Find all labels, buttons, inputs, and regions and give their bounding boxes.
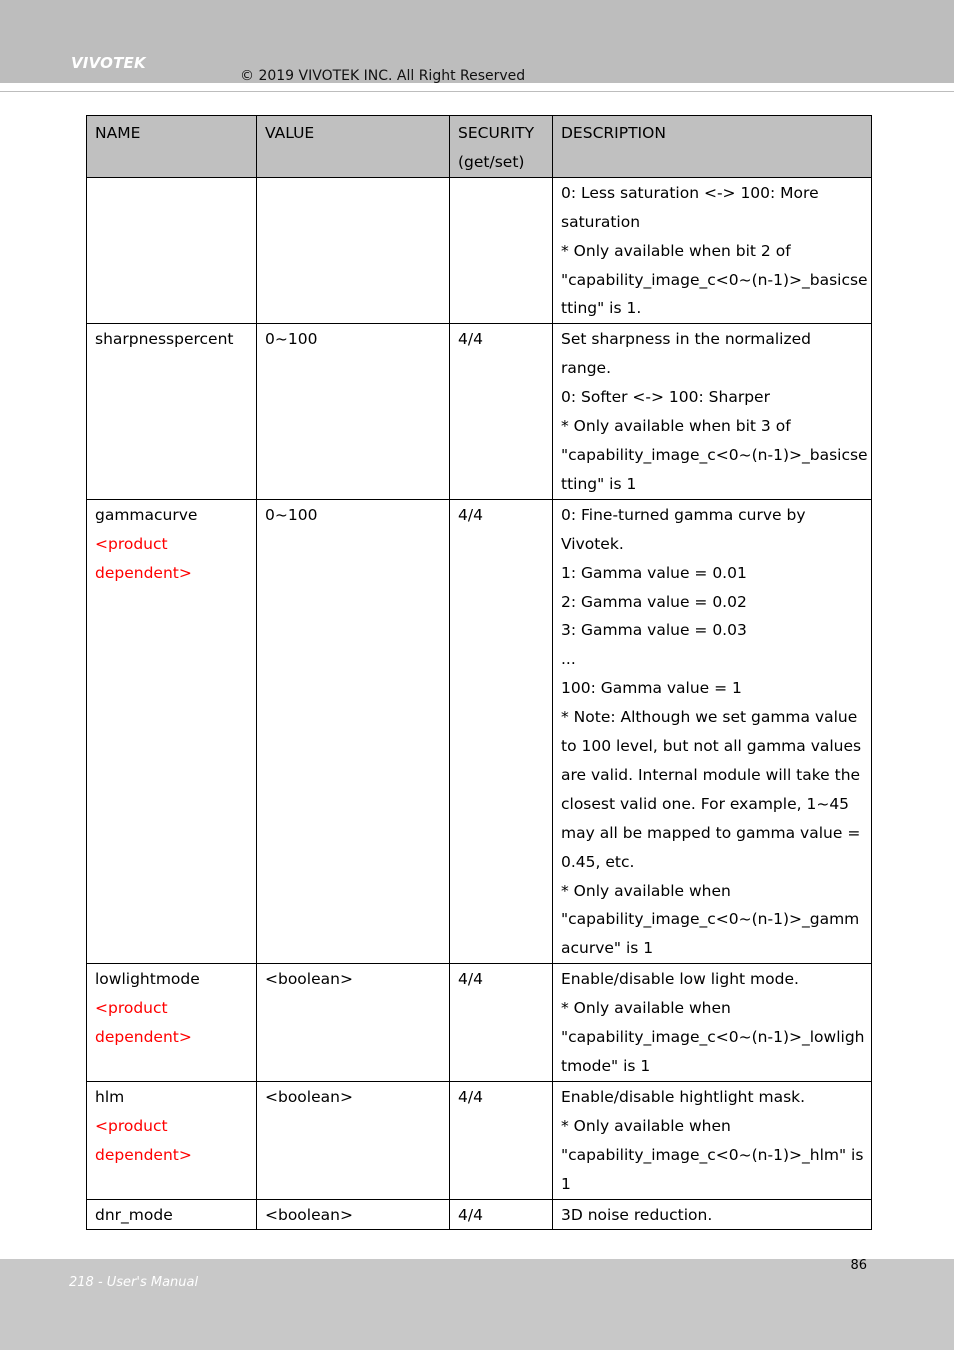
table-body xyxy=(87,177,872,1230)
description-line: Enable/disable hightlight mask. xyxy=(561,1087,806,1106)
description-line: saturation xyxy=(561,212,641,231)
description-line: 1: Gamma value = 0.01 xyxy=(561,563,747,582)
description-line: Vivotek. xyxy=(561,534,624,553)
page-number: 86 xyxy=(850,1258,867,1273)
description-line: "capability_image_c<0~(n-1)>_basicse xyxy=(561,445,868,464)
cell-description xyxy=(553,1199,872,1230)
table-header-row xyxy=(87,116,872,178)
column-header-description: DESCRIPTION xyxy=(553,116,872,178)
manual-label: 218 - User's Manual xyxy=(69,1275,199,1290)
product-dependent-tag: <product xyxy=(95,1116,168,1135)
cell-security: 4/4 xyxy=(450,499,553,964)
description-line: tmode" is 1 xyxy=(561,1057,651,1075)
cell-value: <boolean> xyxy=(257,1081,450,1199)
cell-name xyxy=(87,324,257,499)
cell-value: 0~100 xyxy=(257,324,450,499)
table-row xyxy=(87,964,872,1082)
description-line: "capability_image_c<0~(n-1)>_hlm" is xyxy=(561,1145,864,1164)
column-header-value: VALUE xyxy=(257,116,450,178)
column-header-name: NAME xyxy=(87,116,257,178)
description-line: may all be mapped to gamma value = xyxy=(561,823,861,842)
cell-security: 4/4 xyxy=(450,964,553,1082)
cell-value: <boolean> xyxy=(257,964,450,1082)
brand-logo: VIVOTEK xyxy=(71,54,146,72)
description-line: "capability_image_c<0~(n-1)>_basicse xyxy=(561,270,868,289)
description-line: closest valid one. For example, 1~45 xyxy=(561,794,850,813)
cell-security: 4/4 xyxy=(450,1199,553,1230)
cell-description xyxy=(553,499,872,964)
description-line: "capability_image_c<0~(n-1)>_gamm xyxy=(561,910,860,929)
copyright-text: © 2019 VIVOTEK INC. All Right Reserved xyxy=(240,68,526,84)
description-line: are valid. Internal module will take the xyxy=(561,765,861,784)
cell-name xyxy=(87,177,257,324)
parameter-name: lowlightmode xyxy=(95,970,200,989)
parameter-table xyxy=(86,115,872,1230)
product-dependent-tag-cont: dependent> xyxy=(95,563,192,582)
description-line: Enable/disable low light mode. xyxy=(561,970,799,989)
cell-description xyxy=(553,964,872,1082)
parameter-name: sharpnesspercent xyxy=(95,330,234,349)
product-dependent-tag-cont: dependent> xyxy=(95,1145,192,1164)
column-header-security xyxy=(450,116,553,178)
description-line: tting" is 1. xyxy=(561,299,642,318)
parameter-name: gammacurve xyxy=(95,505,198,524)
table-row xyxy=(87,499,872,964)
security-header-line2: (get/set) xyxy=(458,152,525,171)
description-line: * Only available when xyxy=(561,999,731,1018)
description-line: acurve" is 1 xyxy=(561,939,654,958)
table-row xyxy=(87,1081,872,1199)
description-line: Set sharpness in the normalized xyxy=(561,330,811,349)
footer-band xyxy=(0,1259,954,1350)
cell-description xyxy=(553,1081,872,1199)
description-line: 100: Gamma value = 1 xyxy=(561,679,742,698)
cell-description xyxy=(553,324,872,499)
cell-name xyxy=(87,1199,257,1230)
description-line: tting" is 1 xyxy=(561,474,637,493)
table-row xyxy=(87,324,872,499)
parameter-name: dnr_mode xyxy=(95,1205,173,1224)
cell-security: 4/4 xyxy=(450,1081,553,1199)
description-line: "capability_image_c<0~(n-1)>_lowligh xyxy=(561,1028,865,1047)
cell-name xyxy=(87,1081,257,1199)
description-line: * Only available when bit 3 of xyxy=(561,417,791,436)
header-divider xyxy=(0,91,954,92)
description-line: 0: Less saturation <-> 100: More xyxy=(561,183,819,202)
product-dependent-tag: <product xyxy=(95,999,168,1018)
product-dependent-tag: <product xyxy=(95,534,168,553)
cell-value: 0~100 xyxy=(257,499,450,964)
cell-value: <boolean> xyxy=(257,1199,450,1230)
description-line: 0: Fine-turned gamma curve by xyxy=(561,505,806,524)
description-line: 0: Softer <-> 100: Sharper xyxy=(561,388,770,407)
description-line: 1 xyxy=(561,1174,571,1193)
cell-value xyxy=(257,177,450,324)
description-line: ... xyxy=(561,650,576,669)
cell-description xyxy=(553,177,872,324)
description-line: * Only available when xyxy=(561,881,731,900)
cell-name xyxy=(87,499,257,964)
cell-name xyxy=(87,964,257,1082)
product-dependent-tag-cont: dependent> xyxy=(95,1028,192,1047)
description-line: to 100 level, but not all gamma values xyxy=(561,737,862,756)
description-line: * Only available when xyxy=(561,1116,731,1135)
description-line: 2: Gamma value = 0.02 xyxy=(561,592,747,611)
cell-security: 4/4 xyxy=(450,324,553,499)
table-row xyxy=(87,177,872,324)
cell-security xyxy=(450,177,553,324)
table-row xyxy=(87,1199,872,1230)
description-line: 3: Gamma value = 0.03 xyxy=(561,621,747,640)
security-header-line1: SECURITY xyxy=(458,124,535,142)
description-line: * Only available when bit 2 of xyxy=(561,241,791,260)
description-line: range. xyxy=(561,359,611,378)
description-line: 3D noise reduction. xyxy=(561,1205,713,1224)
description-line: * Note: Although we set gamma value xyxy=(561,708,858,727)
parameter-name: hlm xyxy=(95,1087,125,1106)
description-line: 0.45, etc. xyxy=(561,852,635,871)
